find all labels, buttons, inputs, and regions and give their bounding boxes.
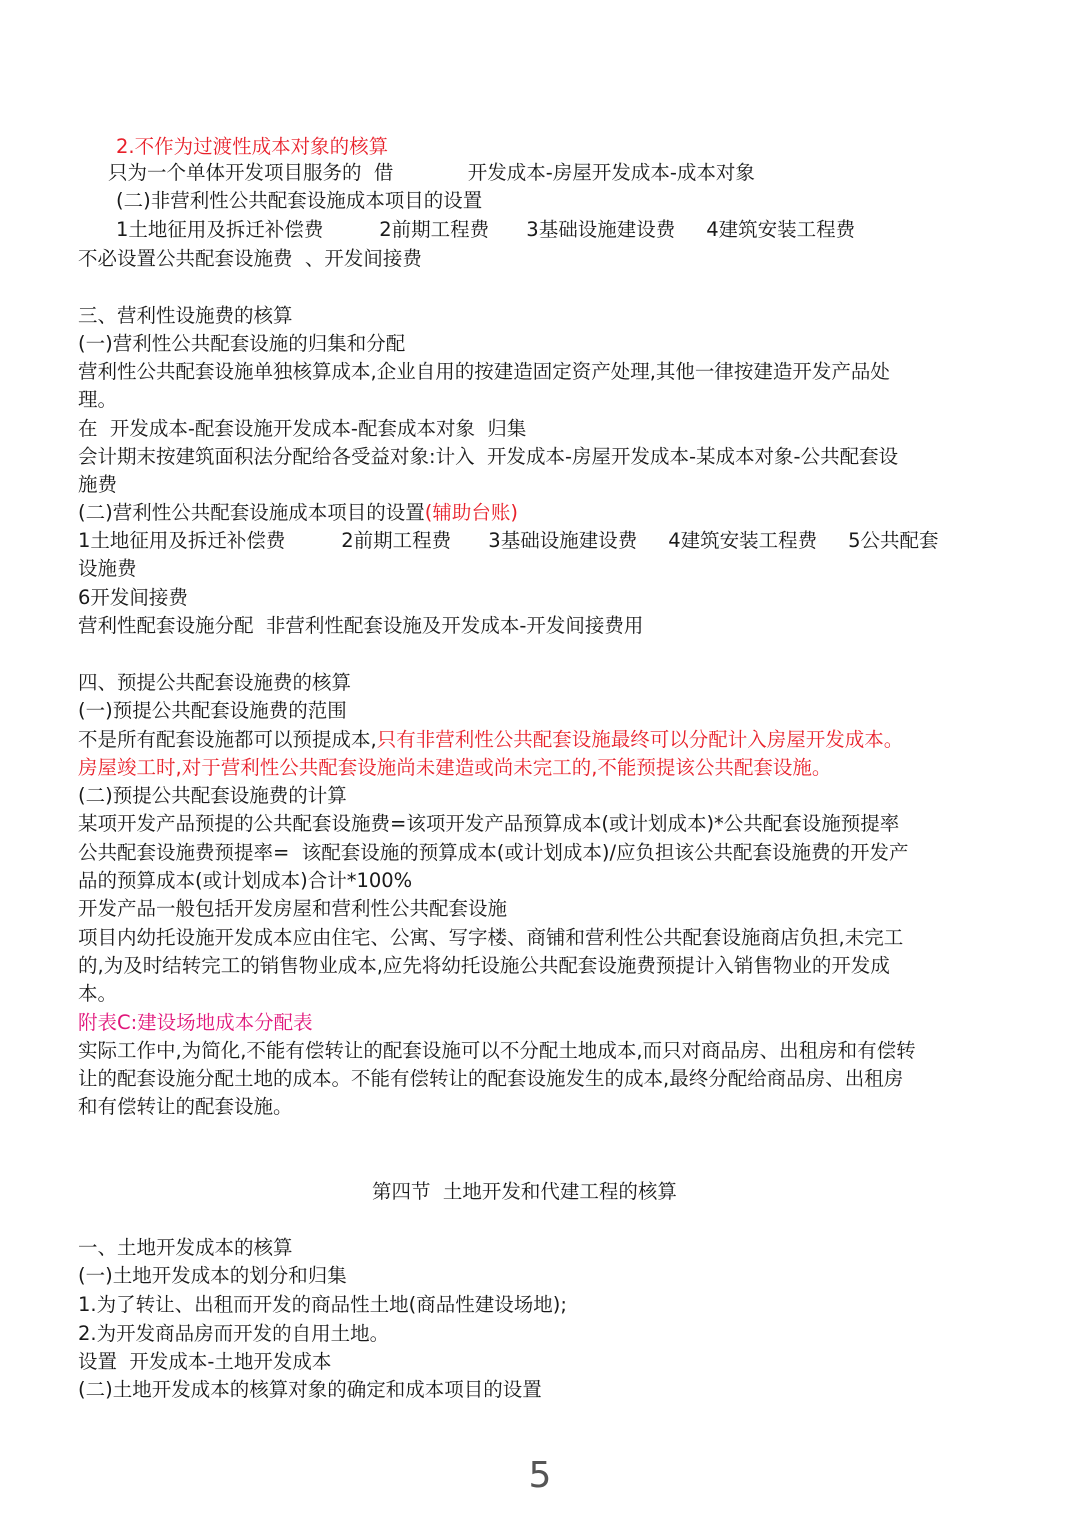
text-segment: 三、营利性设施费的核算 (78, 304, 293, 327)
text-line (78, 499, 518, 527)
text-line (78, 839, 909, 867)
text-segment: 2.为开发商品房而开发的自用土地。 (78, 1322, 390, 1345)
text-segment: (二)营利性公共配套设施成本项目的设置 (78, 501, 425, 524)
text-segment: 不是所有配套设施都可以预提成本, (78, 728, 377, 751)
text-segment: 设置 开发成本-土地开发成本 (78, 1350, 332, 1373)
text-line (78, 726, 903, 754)
text-segment: 品的预算成本(或计划成本)合计*100% (78, 869, 413, 892)
text-line (78, 810, 899, 838)
text-line (78, 867, 412, 895)
text-segment: (二)非营利性公共配套设施成本项目的设置 (116, 189, 483, 212)
text-segment: 不必设置公共配套设施费 、开发间接费 (78, 247, 422, 270)
highlighted-text: 房屋竣工时,对于营利性公共配套设施尚未建造或尚未完工的,不能预提该公共配套设施。 (78, 756, 832, 779)
text-line (78, 443, 898, 471)
text-line (116, 216, 855, 244)
text-segment: (一)土地开发成本的划分和归集 (78, 1264, 347, 1287)
text-segment: 实际工作中,为简化,不能有偿转让的配套设施可以不分配土地成本,而只对商品房、出租房和有偿转 (78, 1039, 916, 1062)
text-line (78, 1037, 916, 1065)
text-line (78, 1093, 293, 1121)
text-segment: (一)预提公共配套设施费的范围 (78, 699, 347, 722)
text-segment: 施费 (78, 473, 118, 496)
text-segment: 营利性公共配套设施单独核算成本,企业自用的按建造固定资产处理,其他一律按建造开发产品处 (78, 360, 890, 383)
text-line (78, 302, 293, 330)
text-segment: 会计期末按建筑面积法分配给各受益对象:计入 开发成本-房屋开发成本-某成本对象-公共配套设 (78, 445, 899, 468)
text-segment: 开发产品一般包括开发房屋和营利性公共配套设施 (78, 897, 508, 920)
text-line (78, 330, 405, 358)
text-segment: (一)营利性公共配套设施的归集和分配 (78, 332, 406, 355)
highlighted-text: 附表C:建设场地成本分配表 (78, 1011, 313, 1034)
text-line (78, 1348, 331, 1376)
text-segment: 公共配套设施费预提率= 该配套设施的预算成本(或计划成本)/应负担该公共配套设施费的开发产 (78, 841, 909, 864)
text-segment: 设施费 (78, 557, 137, 580)
text-line (78, 555, 137, 583)
text-line (78, 1234, 293, 1262)
text-line (108, 159, 755, 187)
highlighted-text: 只有非营利性公共配套设施最终可以分配计入房屋开发成本。 (376, 728, 904, 751)
text-segment: 1土地征用及拆迁补偿费 2前期工程费 3基础设施建设费 4建筑安装工程费 5公共配套 (78, 529, 939, 552)
text-line (78, 527, 939, 555)
text-line (78, 612, 643, 640)
text-line (78, 1262, 347, 1290)
text-segment: 的,为及时结转完工的销售物业成本,应先将幼托设施公共配套设施费预提计入销售物业的开发成 (78, 954, 890, 977)
text-segment: 在 开发成本-配套设施开发成本-配套成本对象 归集 (78, 417, 527, 440)
text-line (78, 358, 890, 386)
highlighted-text: 2.不作为过渡性成本对象的核算 (116, 135, 389, 158)
text-line (78, 1320, 389, 1348)
highlighted-text: (辅助台账) (424, 501, 518, 524)
text-line (78, 980, 117, 1008)
text-segment: 某项开发产品预提的公共配套设施费=该项开发产品预算成本(或计划成本)*公共配套设施预提率 (78, 812, 900, 835)
text-line (116, 187, 482, 215)
text-segment: 让的配套设施分配土地的成本。不能有偿转让的配套设施发生的成本,最终分配给商品房、出租房 (78, 1067, 904, 1090)
text-segment: (二)土地开发成本的核算对象的确定和成本项目的设置 (78, 1378, 542, 1401)
text-segment: 1.为了转让、出租而开发的商品性土地(商品性建设场地); (78, 1293, 567, 1316)
text-line (372, 1178, 677, 1206)
text-segment: 四、预提公共配套设施费的核算 (78, 671, 352, 694)
text-line (78, 471, 117, 499)
text-line (78, 1065, 903, 1093)
text-segment: 第四节 土地开发和代建工程的核算 (372, 1180, 677, 1203)
text-segment: 1土地征用及拆迁补偿费 2前期工程费 3基础设施建设费 4建筑安装工程费 (116, 218, 856, 241)
text-line (78, 1376, 542, 1404)
text-line (78, 697, 347, 725)
text-segment: 营利性配套设施分配 非营利性配套设施及开发成本-开发间接费用 (78, 614, 644, 637)
text-line (78, 584, 188, 612)
text-line (78, 924, 903, 952)
text-line (78, 895, 507, 923)
text-line (78, 669, 351, 697)
text-line (78, 415, 526, 443)
text-segment: 6开发间接费 (78, 586, 188, 609)
text-line (116, 133, 388, 161)
text-line (78, 245, 422, 273)
text-segment: 项目内幼托设施开发成本应由住宅、公寓、写字楼、商铺和营利性公共配套设施商店负担,未完工 (78, 926, 904, 949)
text-segment: 一、土地开发成本的核算 (78, 1236, 293, 1259)
text-segment: 只为一个单体开发项目服务的 借 开发成本-房屋开发成本-成本对象 (108, 161, 755, 184)
text-segment: 本。 (78, 982, 118, 1005)
text-line (78, 952, 890, 980)
text-segment: 和有偿转让的配套设施。 (78, 1095, 293, 1118)
text-line (78, 1291, 567, 1319)
text-line (78, 782, 347, 810)
text-segment: (二)预提公共配套设施费的计算 (78, 784, 347, 807)
text-line (78, 1009, 313, 1037)
text-segment: 理。 (78, 388, 118, 411)
page-number: 5 (528, 1455, 552, 1496)
text-line (78, 754, 831, 782)
text-line (78, 386, 117, 414)
